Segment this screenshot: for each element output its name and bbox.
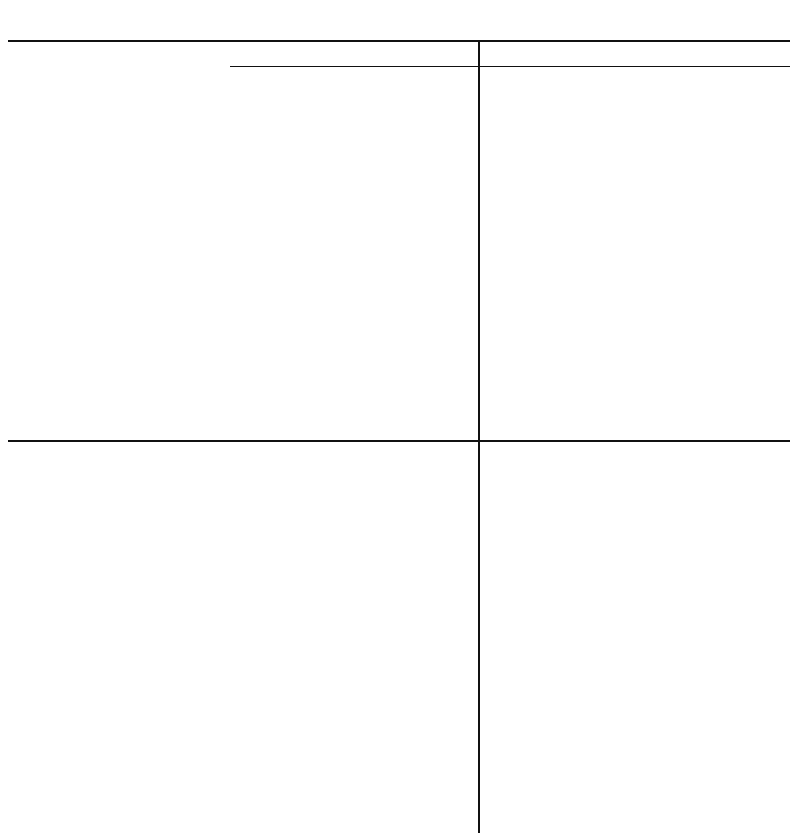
column-divider: [478, 42, 480, 833]
section-divider: [8, 440, 790, 442]
title-rule: [8, 40, 790, 42]
header-rule: [230, 66, 790, 67]
